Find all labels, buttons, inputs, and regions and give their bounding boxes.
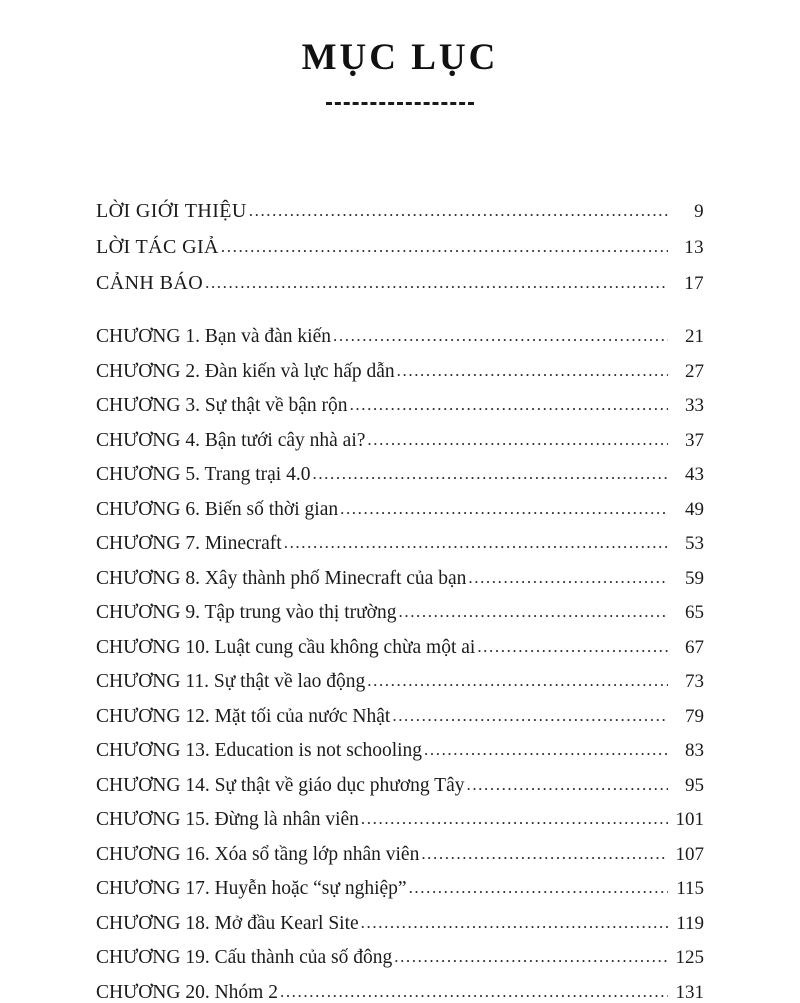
toc-entry-label: CHƯƠNG 5. Trang trại 4.0 (96, 464, 311, 486)
toc-entry-page: 131 (675, 981, 704, 1003)
toc-leader-dots (399, 603, 669, 620)
toc-front-matter-group (96, 201, 704, 293)
dashed-rule-icon (326, 102, 474, 105)
toc-entry-label: CHƯƠNG 2. Đàn kiến và lực hấp dẫn (96, 360, 395, 382)
toc-entry[interactable] (96, 741, 704, 761)
toc-entry-page: 9 (694, 201, 704, 223)
toc-leader-dots (361, 914, 668, 931)
toc-entry[interactable] (96, 362, 704, 382)
toc-entry-label: CHƯƠNG 17. Huyễn hoặc “sự nghiệp” (96, 878, 407, 900)
toc-entry[interactable] (96, 845, 704, 865)
toc-entry[interactable] (96, 201, 704, 221)
toc-list (0, 201, 800, 1002)
toc-entry-label: CHƯƠNG 15. Đừng là nhân viên (96, 809, 359, 831)
toc-entry-label: CHƯƠNG 18. Mở đầu Kearl Site (96, 912, 359, 934)
toc-entry-label: CHƯƠNG 9. Tập trung vào thị trường (96, 602, 397, 624)
toc-entry-label: LỜI TÁC GIẢ (96, 236, 219, 259)
toc-entry-page: 73 (685, 671, 704, 693)
toc-entry-label: CHƯƠNG 10. Luật cung cầu không chừa một ai (96, 636, 476, 658)
toc-entry-page: 27 (685, 360, 704, 382)
toc-entry[interactable] (96, 707, 704, 727)
toc-leader-dots (409, 879, 668, 896)
toc-entry-page: 59 (685, 567, 704, 589)
toc-leader-dots (221, 238, 668, 255)
toc-entry-page: 65 (685, 602, 704, 624)
toc-entry-label: CHƯƠNG 4. Bận tưới cây nhà ai? (96, 429, 366, 451)
toc-entry[interactable] (96, 465, 704, 485)
toc-entry-label: CHƯƠNG 3. Sự thật về bận rộn (96, 395, 348, 417)
toc-entry[interactable] (96, 776, 704, 796)
toc-leader-dots (367, 672, 668, 689)
toc-entry-label: CHƯƠNG 8. Xây thành phố Minecraft của bạn (96, 567, 467, 589)
toc-entry[interactable] (96, 569, 704, 589)
toc-entry-page: 83 (685, 740, 704, 762)
toc-leader-dots (333, 327, 668, 344)
toc-leader-dots (466, 776, 668, 793)
toc-entry[interactable] (96, 534, 704, 554)
toc-leader-dots (477, 638, 668, 655)
toc-entry-page: 37 (685, 429, 704, 451)
toc-entry-page: 17 (684, 273, 704, 295)
toc-entry-page: 115 (676, 878, 704, 900)
toc-leader-dots (280, 983, 668, 1000)
toc-entry-label: CHƯƠNG 12. Mặt tối của nước Nhật (96, 705, 391, 727)
toc-entry-page: 67 (685, 636, 704, 658)
toc-entry[interactable] (96, 948, 704, 968)
toc-entry[interactable] (96, 879, 704, 899)
toc-entry-label: CHƯƠNG 19. Cấu thành của số đông (96, 947, 393, 969)
toc-entry-page: 43 (685, 464, 704, 486)
toc-entry[interactable] (96, 914, 704, 934)
toc-entry-page: 49 (685, 498, 704, 520)
toc-leader-dots (312, 465, 668, 482)
toc-leader-dots (340, 500, 668, 517)
toc-entry-label: CHƯƠNG 16. Xóa sổ tầng lớp nhân viên (96, 843, 420, 865)
toc-entry-label: CHƯƠNG 13. Education is not schooling (96, 740, 423, 762)
toc-leader-dots (421, 845, 668, 862)
toc-entry-label: CHƯƠNG 6. Biến số thời gian (96, 498, 339, 520)
toc-entry-page: 107 (675, 843, 704, 865)
toc-entry-page: 53 (685, 533, 704, 555)
toc-leader-dots (394, 948, 668, 965)
toc-entry[interactable] (96, 431, 704, 451)
toc-entry[interactable] (96, 273, 704, 293)
toc-entry-page: 125 (675, 947, 704, 969)
toc-entry-label: CHƯƠNG 11. Sự thật về lao động (96, 671, 366, 693)
toc-entry[interactable] (96, 237, 704, 257)
toc-entry-label: CHƯƠNG 1. Bạn và đàn kiến (96, 326, 332, 348)
toc-leader-dots (284, 534, 668, 551)
toc-leader-dots (249, 202, 668, 219)
toc-entry[interactable] (96, 810, 704, 830)
title-divider (0, 102, 800, 105)
toc-entry-page: 101 (675, 809, 704, 831)
toc-leader-dots (367, 431, 668, 448)
toc-leader-dots (350, 396, 668, 413)
toc-leader-dots (205, 274, 668, 291)
toc-leader-dots (468, 569, 668, 586)
toc-entry-page: 21 (685, 326, 704, 348)
toc-entry-page: 119 (676, 912, 704, 934)
toc-entry-label: CẢNH BÁO (96, 272, 204, 295)
toc-entry[interactable] (96, 983, 704, 1003)
toc-leader-dots (361, 810, 668, 827)
toc-entry[interactable] (96, 500, 704, 520)
toc-entry-label: CHƯƠNG 20. Nhóm 2 (96, 981, 278, 1003)
toc-entry-label: CHƯƠNG 7. Minecraft (96, 533, 282, 555)
toc-leader-dots (397, 362, 668, 379)
toc-entry[interactable] (96, 638, 704, 658)
toc-entry-label: LỜI GIỚI THIỆU (96, 200, 247, 223)
toc-entry-label: CHƯƠNG 14. Sự thật về giáo dục phương Tây (96, 774, 465, 796)
toc-entry[interactable] (96, 672, 704, 692)
toc-entry-page: 95 (685, 774, 704, 796)
toc-entry[interactable] (96, 396, 704, 416)
toc-entry[interactable] (96, 327, 704, 347)
toc-entry-page: 33 (685, 395, 704, 417)
toc-entry[interactable] (96, 603, 704, 623)
toc-chapters-group (96, 327, 704, 1002)
toc-leader-dots (392, 707, 668, 724)
toc-group-separator (96, 309, 704, 327)
page-title: MỤC LỤC (301, 37, 499, 78)
toc-entry-page: 13 (684, 237, 704, 259)
toc-leader-dots (424, 741, 668, 758)
toc-entry-page: 79 (685, 705, 704, 727)
